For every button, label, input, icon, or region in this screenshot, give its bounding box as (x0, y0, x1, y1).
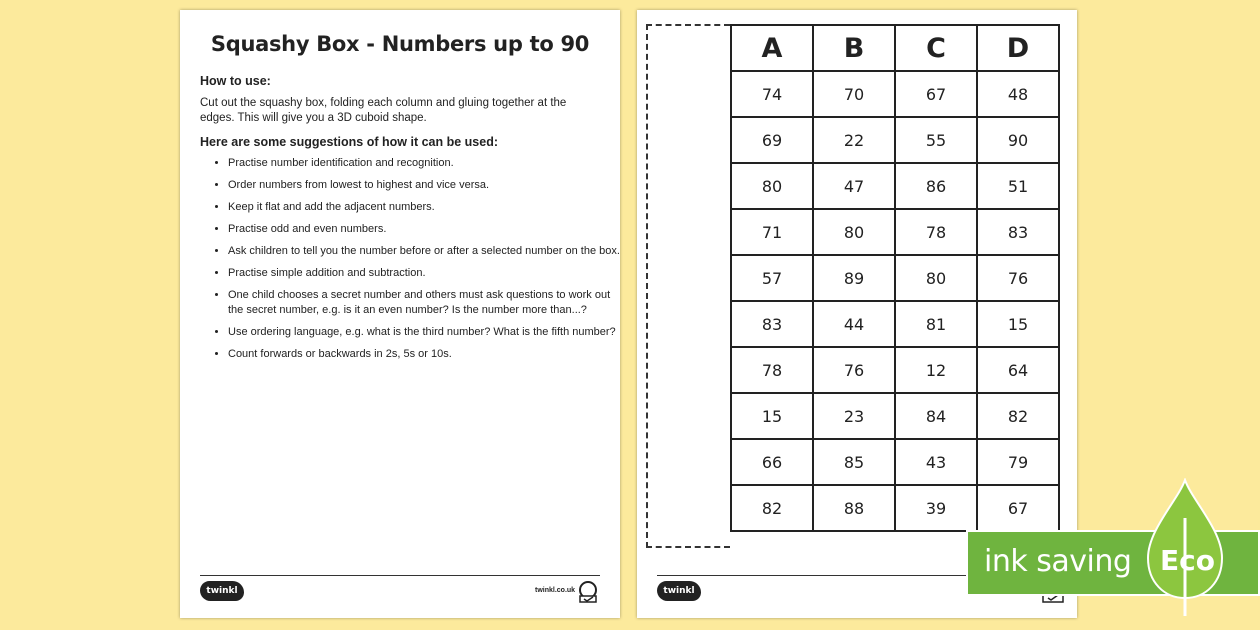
twinkl-logo: twinkl (657, 581, 701, 601)
number-cell: 82 (731, 485, 813, 531)
number-cell: 74 (731, 71, 813, 117)
number-cell: 15 (731, 393, 813, 439)
table-row (731, 71, 1059, 117)
number-cell: 67 (895, 71, 977, 117)
number-cell: 83 (731, 301, 813, 347)
number-cell: 48 (977, 71, 1059, 117)
number-cell: 64 (977, 347, 1059, 393)
number-cell: 85 (813, 439, 895, 485)
how-to-use-text: Cut out the squashy box, folding each column and gluing together at the edges. This will give you a 3D cuboid shape. (200, 97, 567, 124)
table-row (731, 485, 1059, 531)
eco-label: Eco (1160, 544, 1215, 577)
column-header: D (977, 25, 1059, 71)
suggestions-heading: Here are some suggestions of how it can be used: (200, 135, 498, 149)
table-row (731, 163, 1059, 209)
number-cell: 44 (813, 301, 895, 347)
list-item: • Practise simple addition and subtraction. (228, 266, 620, 281)
table-row (731, 393, 1059, 439)
number-cell: 67 (977, 485, 1059, 531)
number-cell: 69 (731, 117, 813, 163)
list-item: • Practise odd and even numbers. (228, 222, 620, 237)
ink-saving-text: ink saving (984, 544, 1132, 579)
list-item: • Practise number identification and recognition. (228, 156, 620, 171)
list-item: • Count forwards or backwards in 2s, 5s or 10s. (228, 347, 620, 362)
number-cell: 80 (731, 163, 813, 209)
number-cell: 71 (731, 209, 813, 255)
table-row (731, 255, 1059, 301)
number-cell: 57 (731, 255, 813, 301)
number-cell: 89 (813, 255, 895, 301)
number-cell: 51 (977, 163, 1059, 209)
footer-site: twinkl.co.uk (535, 587, 576, 594)
list-item: • One child chooses a secret number and others must ask questions to work out the secret number, e.g. is it an even number? Is the number more than...? (228, 288, 620, 318)
list-item: • Order numbers from lowest to highest and vice versa. (228, 178, 620, 193)
list-item: • Ask children to tell you the number before or after a selected number on the box. (228, 244, 620, 259)
number-grid (730, 24, 1060, 532)
number-cell: 76 (977, 255, 1059, 301)
suggestions-list (214, 156, 620, 369)
squashy-box-page (637, 10, 1077, 618)
list-item: • Keep it flat and add the adjacent numbers. (228, 200, 620, 215)
number-cell: 76 (813, 347, 895, 393)
table-row (731, 347, 1059, 393)
number-cell: 55 (895, 117, 977, 163)
page-title: Squashy Box - Numbers up to 90 (210, 32, 590, 56)
number-cell: 47 (813, 163, 895, 209)
table-row (731, 209, 1059, 255)
column-header: B (813, 25, 895, 71)
number-cell: 78 (731, 347, 813, 393)
instructions-page (180, 10, 620, 618)
number-cell: 23 (813, 393, 895, 439)
column-header: A (731, 25, 813, 71)
number-cell: 66 (731, 439, 813, 485)
number-cell: 84 (895, 393, 977, 439)
how-to-use-heading: How to use: (200, 74, 271, 88)
footer-divider (200, 575, 600, 576)
table-row (731, 301, 1059, 347)
number-cell: 80 (895, 255, 977, 301)
number-cell: 22 (813, 117, 895, 163)
number-cell: 82 (977, 393, 1059, 439)
number-cell: 15 (977, 301, 1059, 347)
number-cell: 81 (895, 301, 977, 347)
number-cell: 70 (813, 71, 895, 117)
number-cell: 83 (977, 209, 1059, 255)
table-header-row (731, 25, 1059, 71)
number-cell: 12 (895, 347, 977, 393)
number-cell: 78 (895, 209, 977, 255)
quality-badge-icon (576, 580, 600, 604)
number-cell: 88 (813, 485, 895, 531)
list-item: • Use ordering language, e.g. what is the third number? What is the fifth number? (228, 325, 620, 340)
number-cell: 86 (895, 163, 977, 209)
glue-tab (646, 24, 730, 548)
table-row (731, 117, 1059, 163)
twinkl-logo: twinkl (200, 581, 244, 601)
number-cell: 39 (895, 485, 977, 531)
number-cell: 90 (977, 117, 1059, 163)
number-cell: 80 (813, 209, 895, 255)
number-cell: 79 (977, 439, 1059, 485)
table-row (731, 439, 1059, 485)
column-header: C (895, 25, 977, 71)
number-cell: 43 (895, 439, 977, 485)
